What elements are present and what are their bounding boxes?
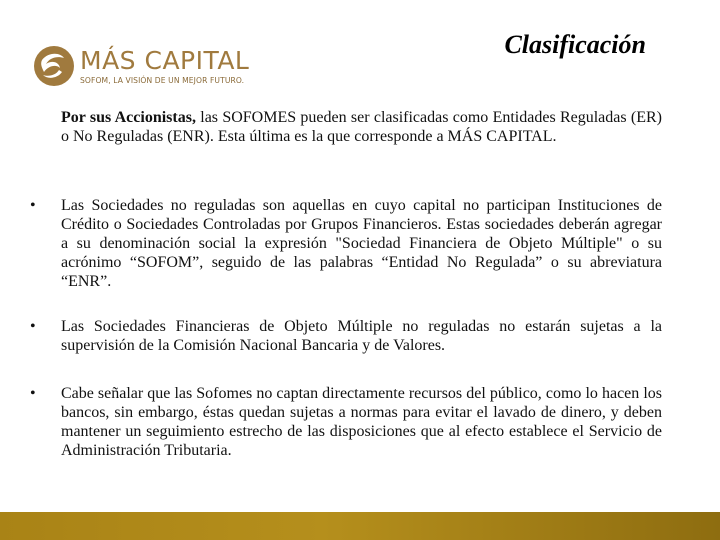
intro-lead: Por sus Accionistas, <box>61 109 196 126</box>
bullet-marker: • <box>30 318 36 335</box>
bullet-marker: • <box>30 385 36 402</box>
company-logo <box>32 44 272 90</box>
footer-bar <box>0 512 720 540</box>
page-title: Clasificación <box>504 30 646 59</box>
bullet-list <box>30 196 662 460</box>
list-item <box>30 196 662 291</box>
brand-tagline: SOFOM, LA VISIÓN DE UN MEJOR FUTURO. <box>80 76 245 85</box>
list-item-text: Las Sociedades Financieras de Objeto Múltiple no reguladas no estarán sujetas a la supervisión de la Comisión Nacional Bancaria y de Valores. <box>61 318 662 354</box>
brand-name: MÁS CAPITAL <box>80 46 250 75</box>
intro-paragraph <box>61 108 662 146</box>
logo-emblem-icon <box>32 44 76 88</box>
bullet-marker: • <box>30 197 36 214</box>
intro-text: las SOFOMES pueden ser clasificadas como Entidades Reguladas (ER) o No Reguladas (ENR). Esta última es la que corresponde a MÁS CAPITAL. <box>61 109 663 145</box>
list-item-text: Las Sociedades no reguladas son aquellas en cuyo capital no participan Instituciones de Crédito o Sociedades Controladas por Grupos Financieros. Estas sociedades deberán agregar a su denominación social la expresión "Sociedad Financiera de Objeto Múltiple" o su acrónimo “SOFOM”, seguido de las palabras “Entidad No Regulada” o su abreviatura “ENR”. <box>61 197 662 290</box>
list-item <box>30 384 662 460</box>
list-item-text: Cabe señalar que las Sofomes no captan directamente recursos del público, como lo hacen los bancos, sin embargo, éstas quedan sujetas a normas para evitar el lavado de dinero, y deben mantener un seguimiento estrecho de las disposiciones que al efecto establece el Servicio de Administración Tributaria. <box>61 385 662 459</box>
list-item <box>30 317 662 355</box>
